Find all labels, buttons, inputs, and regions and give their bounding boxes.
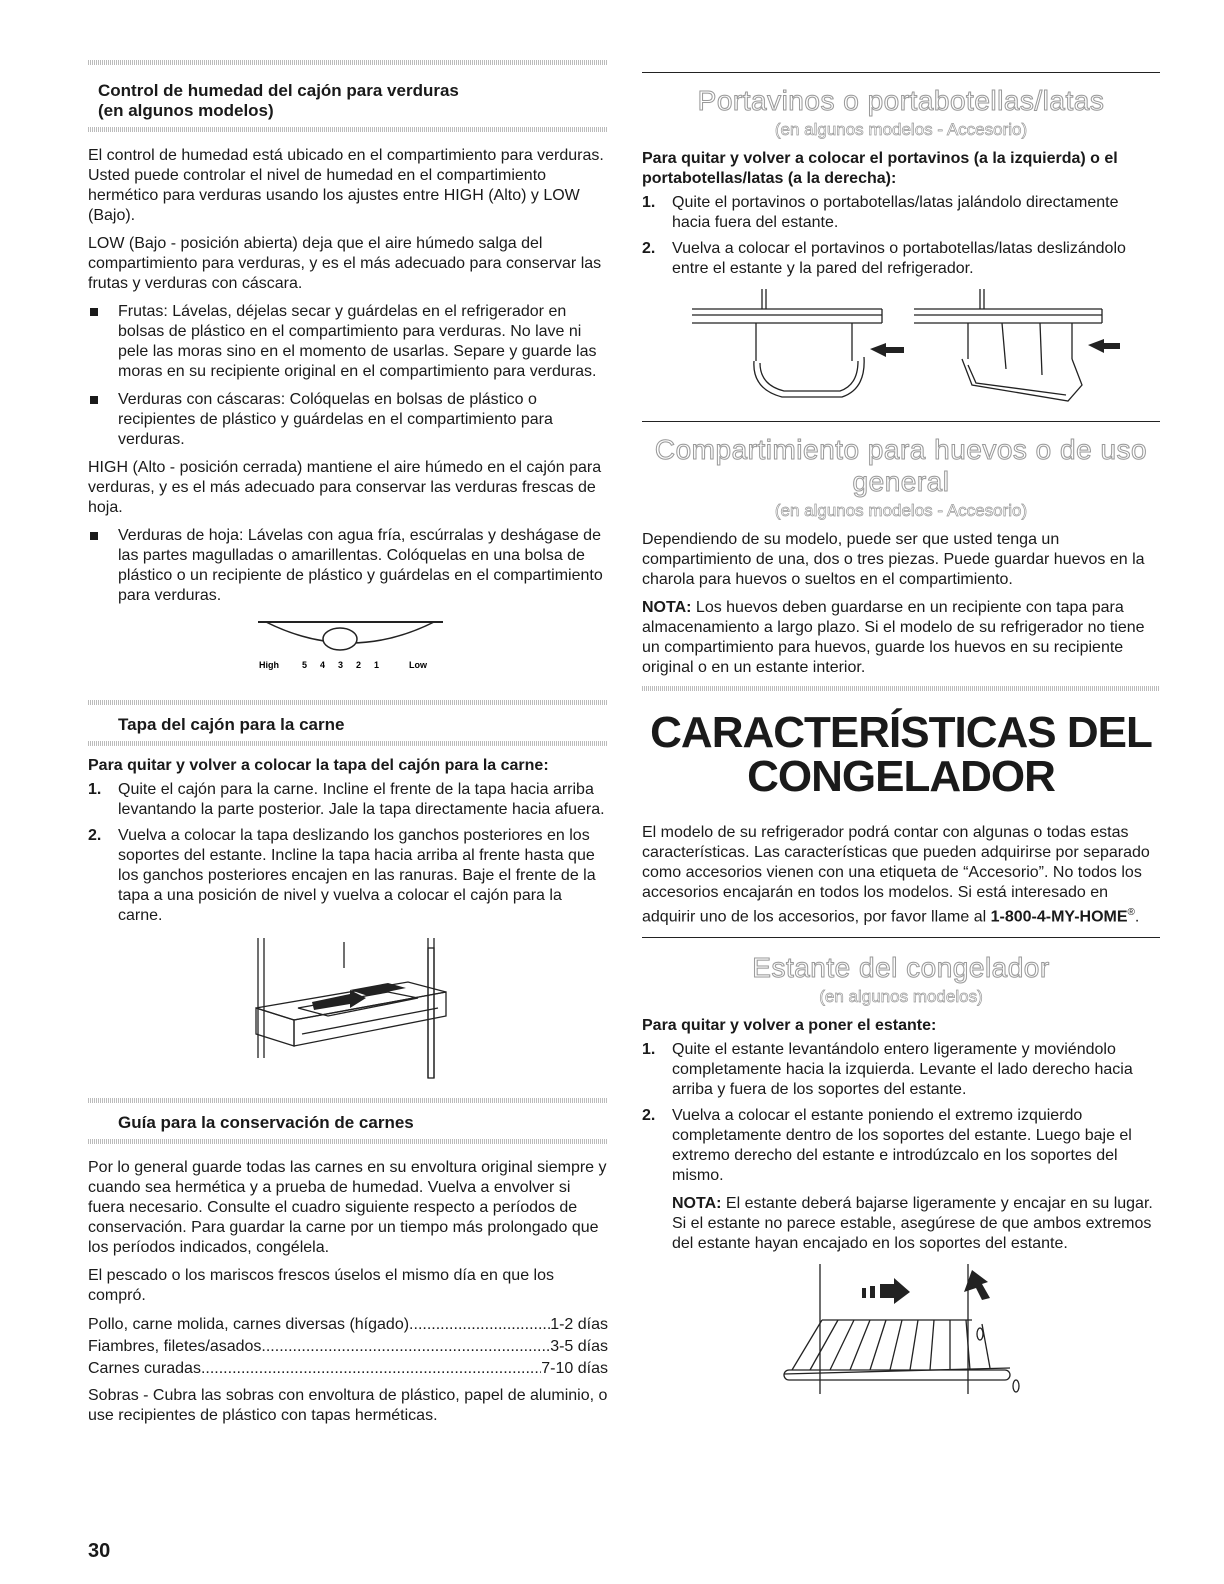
section-divider (88, 741, 608, 746)
freezer-shelf-illustration (642, 1264, 1160, 1404)
note-label: NOTA: (642, 599, 692, 616)
meat-guide-section (88, 1098, 608, 1426)
humidity-title-line1: Control de humedad del cajón para verduras (98, 81, 459, 100)
freezer-shelf-title: Estante del congelador (752, 952, 1050, 984)
humidity-section (88, 60, 608, 686)
storage-label: Carnes curadas (88, 1360, 201, 1377)
dial-high-label: High (259, 660, 279, 670)
section-rule (642, 937, 1160, 938)
freezer-features-section (642, 708, 1160, 927)
storage-label: Fiambres, filetes/asados (88, 1338, 262, 1355)
freezer-shelf-subtitle: (en algunos modelos) (819, 987, 983, 1007)
step-text: Vuelva a colocar el estante poniendo el extremo izquierdo completamente dentro de los soportes del estante. Luego baje el extremo derecho del estante e introdúzcalo en los soportes del mismo. (672, 1107, 1132, 1185)
section-rule (642, 421, 1160, 422)
step-text: Quite el cajón para la carne. Incline el frente de la tapa hacia arriba levantando la parte posterior. Jale la tapa directamente hacia afuera. (118, 781, 605, 818)
step-item (642, 1106, 1160, 1186)
meat-cover-steps (88, 780, 608, 926)
note-label: NOTA: (672, 1195, 722, 1213)
wine-rack-illustration (642, 289, 1160, 409)
registered-mark: ® (1127, 907, 1135, 918)
step-number: 1. (642, 194, 656, 211)
table-row (88, 1336, 608, 1358)
wine-rack-title: Portavinos o portabotellas/latas (697, 85, 1105, 116)
step-item (642, 239, 1160, 279)
freezer-shelf-drawing (642, 1264, 1160, 1404)
meat-cover-instruction: Para quitar y volver a colocar la tapa del cajón para la carne: (88, 757, 549, 774)
step-number: 2. (642, 240, 656, 257)
humidity-dial-illustration (88, 616, 608, 686)
step-number: 1. (88, 781, 102, 798)
storage-table (88, 1314, 608, 1380)
low-bullet-list (88, 302, 608, 450)
egg-bin-title-line1: Compartimiento para huevos o de uso (654, 434, 1148, 465)
meat-cover-section (88, 700, 608, 1088)
note-text: El estante deberá bajarse ligeramente y encajar en su lugar. Si el estante no parece estable, asegúrese de que ambos extremos del estante hayan encajado en los soportes del estante. (672, 1195, 1153, 1253)
meat-cover-title: Tapa del cajón para la carne (118, 715, 345, 734)
meat-guide-paragraph: Sobras - Cubra las sobras con envoltura de plástico, papel de aluminio, o use recipientes de plástico con tapas herméticas. (88, 1387, 608, 1424)
wine-rack-instruction: Para quitar y volver a colocar el portavinos (a la izquierda) o el portabotellas/latas (a la derecha): (642, 150, 1118, 187)
egg-bin-subtitle: (en algunos modelos - Accesorio) (774, 501, 1028, 520)
dial-low-label: Low (409, 660, 427, 670)
step-number: 2. (642, 1107, 656, 1125)
freezer-shelf-instruction: Para quitar y volver a poner el estante: (642, 1017, 937, 1035)
wine-rack-drawing (642, 289, 1160, 409)
dial-number: 3 (338, 660, 344, 670)
dial-number: 5 (302, 660, 308, 670)
step-text: Quite el estante levantándolo entero ligeramente y moviéndolo completamente hacia la izquierda. Levante el lado derecho hacia arriba y fuera de los soportes del estante. (672, 1041, 1133, 1099)
storage-value: 1-2 días (550, 1316, 608, 1333)
humidity-title-line2: (en algunos modelos) (98, 101, 274, 120)
storage-value: 7-10 días (541, 1360, 608, 1377)
freezer-shelf-note (642, 1194, 1160, 1254)
dial-number: 4 (320, 660, 326, 670)
section-divider (88, 127, 608, 132)
freezer-intro-paragraph (642, 823, 1160, 927)
humidity-paragraph: HIGH (Alto - posición cerrada) mantiene el aire húmedo en el cajón para verduras, y es el más adecuado para conservar las verduras frescas de hoja. (88, 459, 602, 516)
step-number: 1. (642, 1041, 656, 1059)
freezer-title-line1: CARACTERÍSTICAS DEL (650, 708, 1152, 757)
step-item (88, 826, 608, 926)
right-column (642, 72, 1160, 1404)
dial-number: 1 (374, 660, 380, 670)
humidity-dial-drawing (88, 616, 608, 682)
meat-guide-paragraph: El pescado o los mariscos frescos úselos el mismo día en que los compró. (88, 1267, 554, 1304)
storage-value: 3-5 días (550, 1338, 608, 1355)
high-bullet-list (88, 526, 608, 606)
wine-rack-subtitle: (en algunos modelos - Accesorio) (774, 120, 1028, 139)
list-item: Frutas: Lávelas, déjelas secar y guárdelas en el refrigerador en bolsas de plástico en el compartimiento para verduras. No lave ni pele las moras sino en el momento de usarlas. Separe y guarde las moras en su recipiente original en el compartimiento para verduras. (88, 302, 608, 382)
list-item: Verduras de hoja: Lávelas con agua fría, escúrralas y deshágase de las partes magulladas o amarillentas. Colóquelas en una bolsa de plástico o un recipiente de plástico y guárdelas en el compartimiento para verduras. (88, 526, 608, 606)
wine-rack-section (642, 72, 1160, 409)
step-text: Quite el portavinos o portabotellas/latas jalándolo directamente hacia fuera del estante. (672, 194, 1119, 231)
freezer-features-title (642, 708, 1160, 801)
page-number: 30 (88, 1540, 111, 1562)
table-row (88, 1358, 608, 1380)
meat-drawer-illustration (88, 938, 608, 1088)
egg-bin-note (642, 598, 1160, 678)
freezer-title-line2: CONGELADOR (747, 752, 1055, 801)
section-divider (88, 1139, 608, 1144)
storage-label: Pollo, carne molida, carnes diversas (hígado) (88, 1316, 410, 1333)
dial-number: 2 (356, 660, 362, 670)
left-column (88, 60, 608, 1434)
humidity-paragraph: El control de humedad está ubicado en el compartimiento para verduras. Usted puede controlar el nivel de humedad en el compartimiento hermético para verduras usando los ajustes entre HIGH (Alto) y LOW (Bajo). (88, 147, 604, 224)
note-text: Los huevos deben guardarse en un recipiente con tapa para almacenamiento a largo plazo. Si el modelo de su refrigerador no tiene un compartimiento para huevos, guarde los huevos en su recipiente original o en un estante interior. (642, 599, 1145, 676)
egg-bin-title (642, 434, 1160, 498)
section-divider (642, 686, 1160, 691)
freezer-shelf-section (642, 937, 1160, 1404)
step-item (642, 1040, 1160, 1100)
humidity-heading (88, 65, 608, 127)
freezer-intro-text: El modelo de su refrigerador podrá contar con algunas o todas estas características. Las características que pueden adquirirse por separado como accesorios vienen con una etiqueta de “Accesorio”. No todos los accesorios encajarán en todos los modelos. Si está interesado en adquirir uno de los accesorios, por favor llame al (642, 824, 1150, 926)
step-text: Vuelva a colocar la tapa deslizando los ganchos posteriores en los soportes del estante. Incline la tapa hacia arriba al frente hasta que los ganchos posteriores encajen en las ranuras. Baje el frente de la tapa a una posición de nivel y vuelva a colocar el cajón para la carne. (118, 827, 596, 924)
meat-guide-paragraph: Por lo general guarde todas las carnes en su envoltura original siempre y cuando sea hermética y a prueba de humedad. Vuelva a envolver si fuera necesario. Consulte el cuadro siguiente respecto a períodos de conservación. Para guardar la carne por un tiempo más prolongado que los períodos indicados, congélela. (88, 1159, 607, 1256)
meat-guide-title: Guía para la conservación de carnes (118, 1113, 414, 1132)
step-text: Vuelva a colocar el portavinos o portabotellas/latas deslizándolo entre el estante y la pared del refrigerador. (672, 240, 1126, 277)
step-item (88, 780, 608, 820)
list-item: Verduras con cáscaras: Colóquelas en bolsas de plástico o recipientes de plástico y guárdelas en el compartimiento para verduras. (88, 390, 608, 450)
freezer-shelf-steps (642, 1040, 1160, 1186)
phone-number: 1-800-4-MY-HOME (990, 908, 1128, 926)
section-rule (642, 72, 1160, 73)
step-number: 2. (88, 827, 102, 844)
egg-bin-title-line2: general (852, 466, 950, 497)
egg-bin-paragraph: Dependiendo de su modelo, puede ser que usted tenga un compartimiento de una, dos o tres piezas. Puede guardar huevos en la charola para huevos o sueltos en el compartimiento. (642, 531, 1145, 588)
step-item (642, 193, 1160, 233)
freezer-intro-end: . (1134, 908, 1140, 926)
meat-drawer-drawing (88, 938, 608, 1088)
wine-rack-steps (642, 193, 1160, 279)
table-row (88, 1314, 608, 1336)
egg-bin-section (642, 421, 1160, 691)
humidity-paragraph: LOW (Bajo - posición abierta) deja que el aire húmedo salga del compartimiento para verduras, y es el más adecuado para conservar las frutas y verduras con cáscara. (88, 235, 602, 292)
